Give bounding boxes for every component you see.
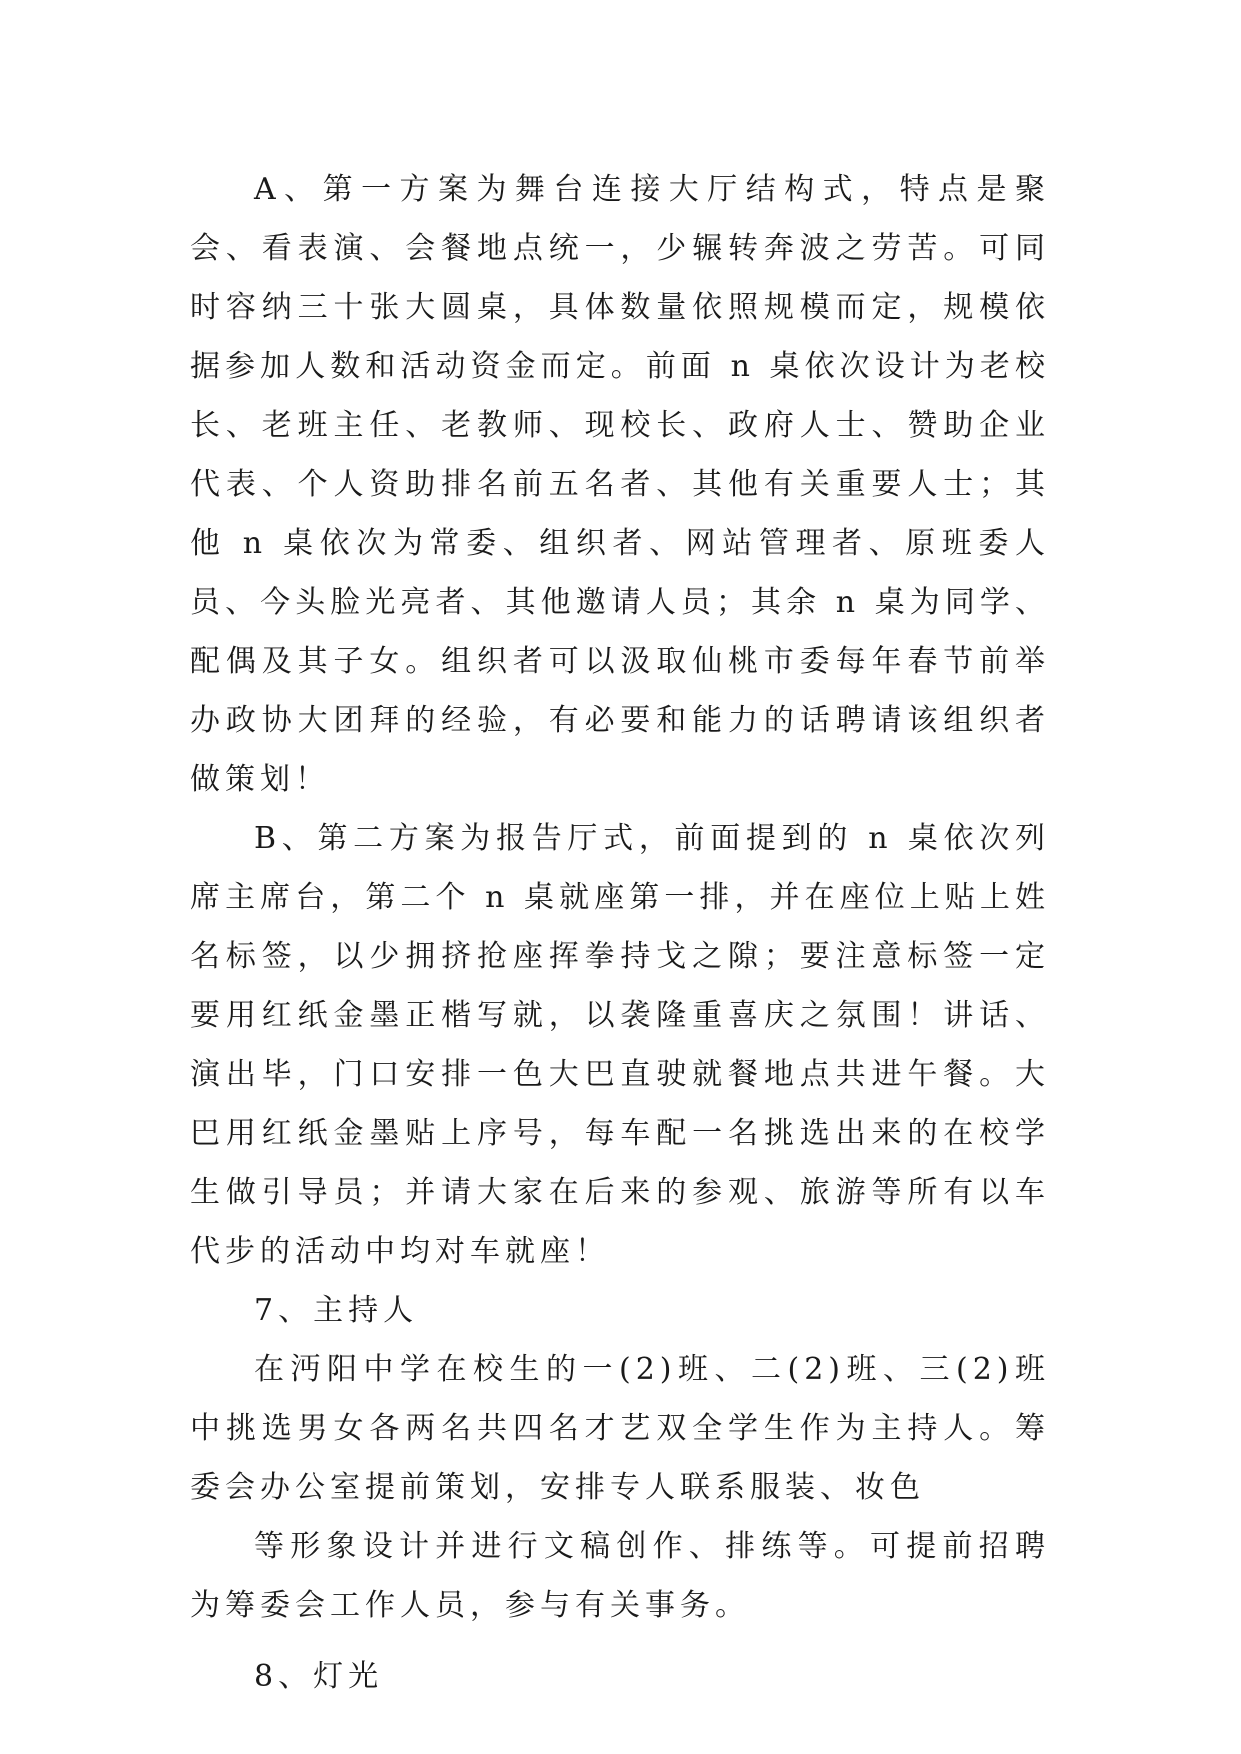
document-body: [190, 160, 1050, 1706]
paragraph-host-preparation: 等形象设计并进行文稿创作、排练等。可提前招聘为筹委会工作人员，参与有关事务。: [190, 1529, 1050, 1623]
paragraph-plan-b: B、第二方案为报告厅式，前面提到的 n 桌依次列席主席台，第二个 n 桌就座第一排，并在座位上贴上姓名标签，以少拥挤抢座挥拳持戈之隙；要注意标签一定要用红纸金墨正楷写就，以袭隆重喜庆之氛围！讲话、演出毕，门口安排一色大巴直驶就餐地点共进午餐。大巴用红纸金墨贴上序号，每车配一名挑选出来的在校学生做引导员；并请大家在后来的参观、旅游等所有以车代步的活动中均对车就座！: [190, 821, 1050, 1269]
section-heading-host: 7、主持人: [254, 1293, 419, 1328]
section-heading-lighting: 8、灯光: [254, 1659, 384, 1694]
paragraph-plan-a: A、第一方案为舞台连接大厅结构式，特点是聚会、看表演、会餐地点统一，少辗转奔波之劳苦。可同时容纳三十张大圆桌，具体数量依照规模而定，规模依据参加人数和活动资金而定。前面 n 桌依次设计为老校长、老班主任、老教师、现校长、政府人士、赞助企业代表、个人资助排名前五名者、其他有关重要人士；其他 n 桌依次为常委、组织者、网站管理者、原班委人员、今头脸光亮者、其他邀请人员；其余 n 桌为同学、配偶及其子女。组织者可以汲取仙桃市委每年春节前举办政协大团拜的经验，有必要和能力的话聘请该组织者做策划！: [190, 172, 1050, 797]
paragraph-host-selection: 在沔阳中学在校生的一(2)班、二(2)班、三(2)班中挑选男女各两名共四名才艺双全学生作为主持人。筹委会办公室提前策划，安排专人联系服装、妆色: [190, 1352, 1050, 1505]
